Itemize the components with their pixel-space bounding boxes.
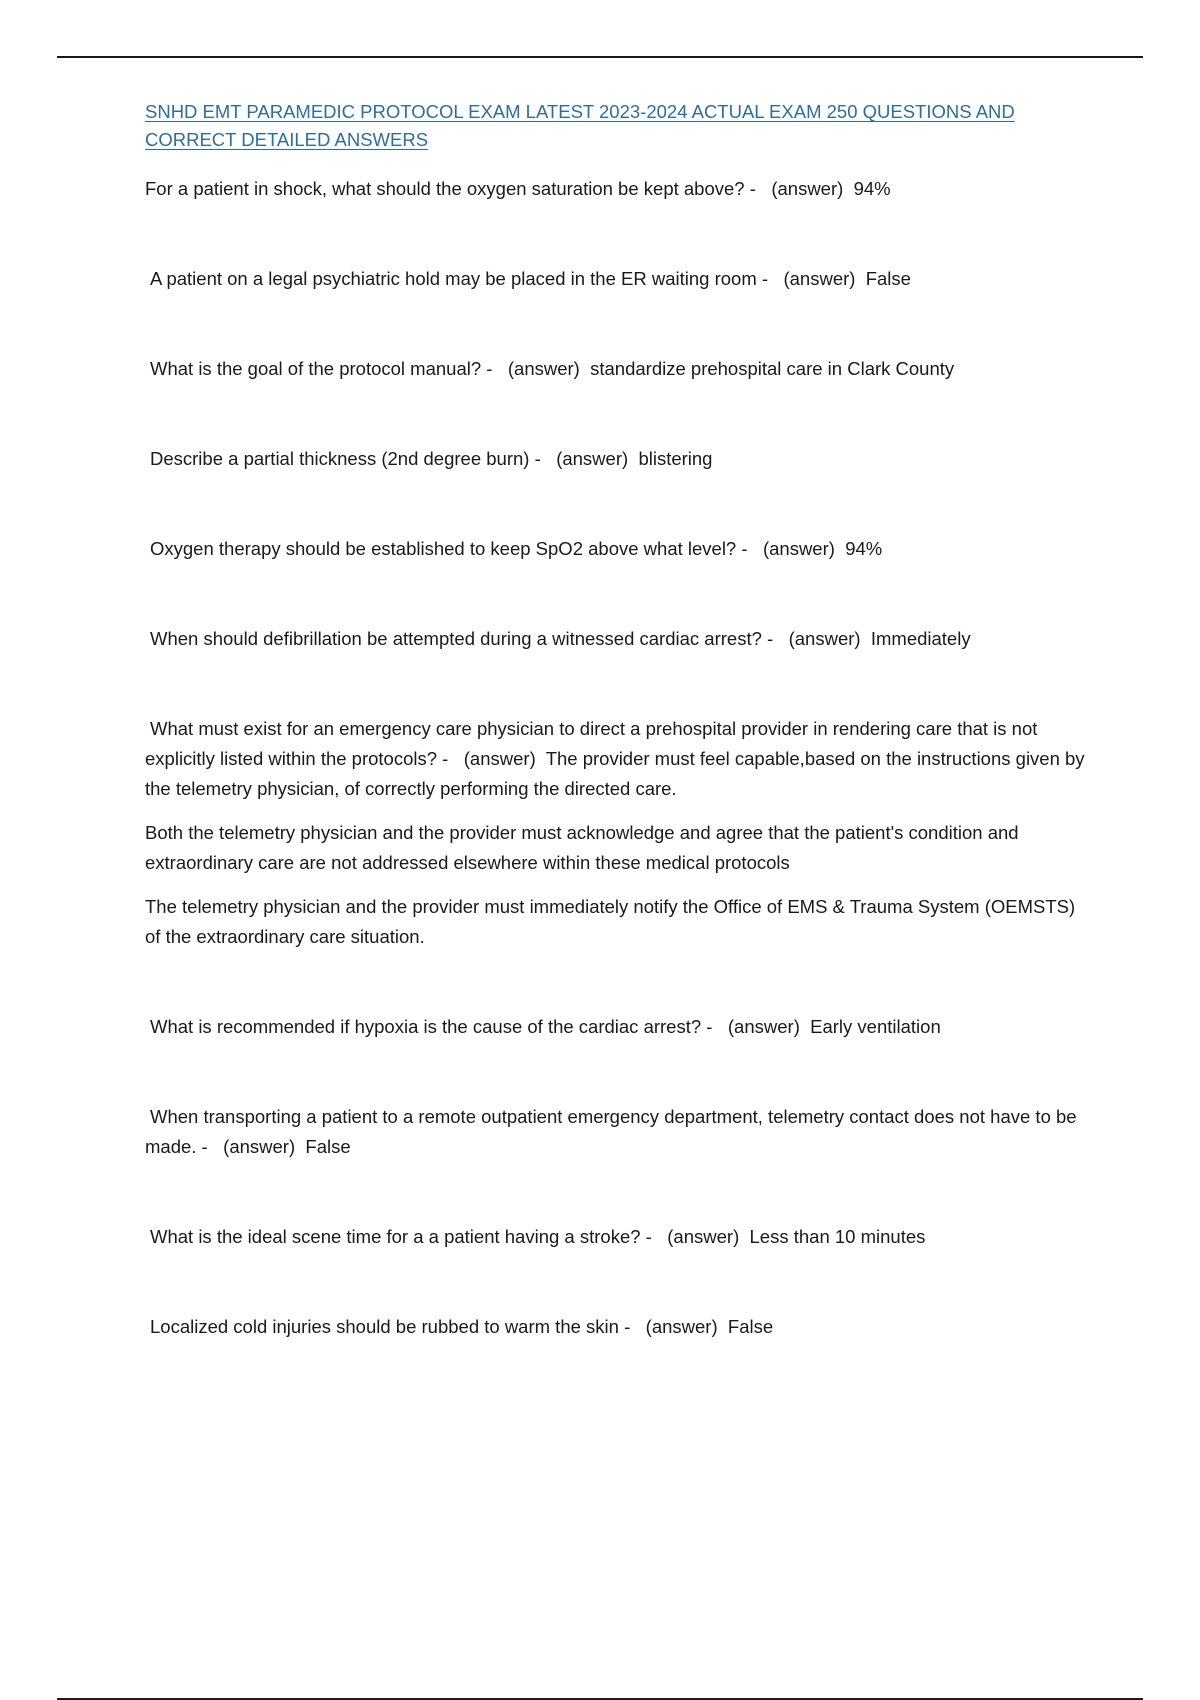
document-body [145,98,1095,1402]
answer-marker: (answer) [762,538,835,559]
answer-marker: (answer) [667,1226,740,1247]
answer-text: Less than 10 minutes [749,1226,926,1247]
answer-text: 94% [853,178,891,199]
qa-item-5: Oxygen therapy should be established to keep SpO2 above what level? - (answer) 94% [150,538,883,559]
question-text: What is recommended if hypoxia is the cause of the cardiac arrest? [150,1016,702,1037]
answer-marker: (answer) [771,178,844,199]
qa-item-3: What is the goal of the protocol manual? - (answer) standardize prehospital care in Clark County [150,358,955,379]
question-text: What must exist for an emergency care physician to direct a prehospital provider in rendering care that is not explicitly listed within the protocols? [145,718,1038,769]
answer-marker: (answer) [783,268,856,289]
answer-marker: (answer) [727,1016,800,1037]
qa-item-11: Localized cold injuries should be rubbed to warm the skin - (answer) False [150,1316,774,1337]
qa-item-6: When should defibrillation be attempted during a witnessed cardiac arrest? - (answer) Immediately [150,628,971,649]
top-rule [57,56,1143,58]
answer-marker: (answer) [645,1316,718,1337]
question-text: Localized cold injuries should be rubbed to warm the skin [150,1316,619,1337]
answer-text: standardize prehospital care in Clark County [590,358,955,379]
answer-extra-1: Both the telemetry physician and the provider must acknowledge and agree that the patient's condition and extraordinary care are not addressed elsewhere within these medical protocols [145,822,1019,873]
question-text: Describe a partial thickness (2nd degree burn) [150,448,530,469]
qa-item-10: What is the ideal scene time for a a patient having a stroke? - (answer) Less than 10 minutes [150,1226,926,1247]
answer-marker: (answer) [463,748,536,769]
question-text: A patient on a legal psychiatric hold may be placed in the ER waiting room [150,268,757,289]
qa-item-2: A patient on a legal psychiatric hold may be placed in the ER waiting room - (answer) False [150,268,911,289]
question-text: For a patient in shock, what should the oxygen saturation be kept above? [145,178,745,199]
answer-marker: (answer) [507,358,580,379]
answer-text: False [865,268,911,289]
question-text: Oxygen therapy should be established to keep SpO2 above what level? [150,538,737,559]
qa-item-1: For a patient in shock, what should the oxygen saturation be kept above? - (answer) 94% [145,178,891,199]
answer-text: Immediately [870,628,971,649]
question-text: What is the ideal scene time for a a patient having a stroke? [150,1226,641,1247]
answer-marker: (answer) [556,448,629,469]
answer-text: The provider must feel capable,based on the instructions given by the telemetry physician, of correctly performing the directed care. [145,748,1085,799]
answer-text: blistering [638,448,713,469]
answer-text: Early ventilation [810,1016,941,1037]
answer-text: False [305,1136,351,1157]
answer-marker: (answer) [223,1136,296,1157]
qa-item-4: Describe a partial thickness (2nd degree burn) - (answer) blistering [150,448,713,469]
question-text: When should defibrillation be attempted during a witnessed cardiac arrest? [150,628,762,649]
qa-item-8: What is recommended if hypoxia is the cause of the cardiac arrest? - (answer) Early ventilation [150,1016,941,1037]
qa-item-9: When transporting a patient to a remote outpatient emergency department, telemetry contact does not have to be made. - (answer) False [145,1106,1077,1157]
question-text: What is the goal of the protocol manual? [150,358,482,379]
question-text: When transporting a patient to a remote outpatient emergency department, telemetry contact does not have to be made. [145,1106,1077,1157]
answer-text: 94% [845,538,883,559]
answer-extra-2: The telemetry physician and the provider must immediately notify the Office of EMS & Trauma System (OEMSTS) of the extraordinary care situation. [145,896,1076,947]
document-title[interactable]: SNHD EMT PARAMEDIC PROTOCOL EXAM LATEST 2023-2024 ACTUAL EXAM 250 QUESTIONS AND CORRECT DETAILED ANSWERS [145,101,1015,150]
answer-text: False [727,1316,774,1337]
qa-item-7: What must exist for an emergency care physician to direct a prehospital provider in rendering care that is not explicitly listed within the protocols? - (answer) The provider must feel capable,based on the instructions given by the telemetry physician, of correctly performing the directed care. Both the telemetry physician and the provider must acknowledge and agree that the patient's condition and extraordinary care are not addressed elsewhere within these medical protocols The telemetry physician and the provider must immediately notify the Office of EMS & Trauma System (OEMSTS) of the extraordinary care situation. [145,714,1095,952]
answer-marker: (answer) [788,628,861,649]
